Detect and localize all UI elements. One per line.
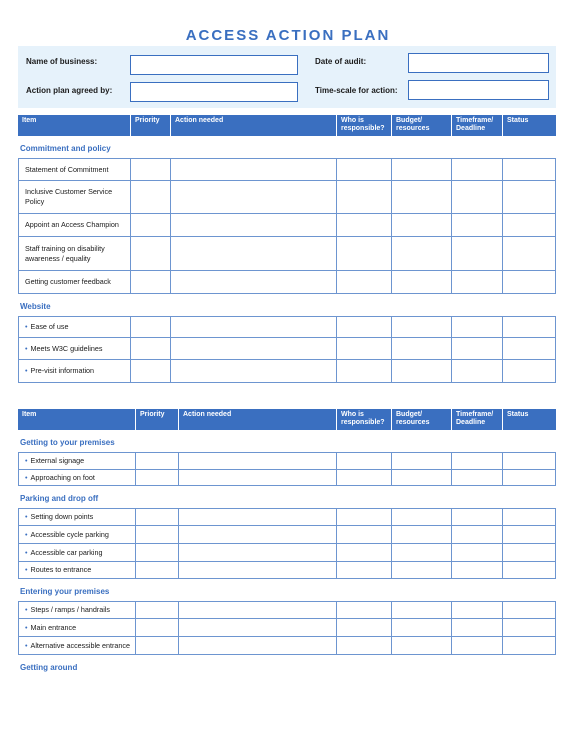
item-text: Main entrance xyxy=(30,622,77,632)
item-cell xyxy=(18,637,135,654)
col-status xyxy=(502,409,556,430)
col-budget-cell[interactable] xyxy=(391,619,451,636)
col-timeframe-cell[interactable] xyxy=(451,181,502,213)
col-timeframe-line-2: Deadline xyxy=(456,125,486,132)
col-timeframe-cell[interactable] xyxy=(451,317,502,337)
action-plan-table-2 xyxy=(18,409,556,677)
item-label xyxy=(25,165,126,175)
section-heading xyxy=(18,579,556,601)
col-action-needed-cell[interactable] xyxy=(178,509,336,525)
col-status-cell[interactable] xyxy=(502,271,556,293)
col-budget-cell[interactable] xyxy=(391,602,451,618)
section-title: Commitment and policy xyxy=(20,144,111,153)
col-action-needed-cell[interactable] xyxy=(170,237,336,270)
col-action-needed-cell[interactable] xyxy=(170,317,336,337)
bullet-icon: • xyxy=(25,366,28,375)
item-label xyxy=(25,473,131,483)
col-action-needed xyxy=(178,409,336,430)
col-budget xyxy=(391,409,451,430)
section-heading xyxy=(18,294,556,316)
col-timeframe-cell[interactable] xyxy=(451,214,502,236)
action-plan-table-1 xyxy=(18,115,556,383)
item-cell xyxy=(18,453,135,469)
col-timeframe-line-1: Timeframe/ xyxy=(456,117,494,124)
col-action-needed-cell[interactable] xyxy=(178,562,336,578)
bullet-icon: • xyxy=(25,565,28,574)
col-status-cell[interactable] xyxy=(502,526,556,543)
col-who-responsible-cell[interactable] xyxy=(336,271,391,293)
col-who-responsible-cell[interactable] xyxy=(336,509,391,525)
col-priority-cell[interactable] xyxy=(135,619,178,636)
col-who-responsible-cell[interactable] xyxy=(336,470,391,485)
item-text: Accessible cycle parking xyxy=(30,529,109,539)
item-label xyxy=(25,220,126,230)
item-text: Steps / ramps / handrails xyxy=(30,605,111,614)
col-item-line-1: Item xyxy=(22,411,37,418)
table-row xyxy=(18,544,556,562)
table-row xyxy=(18,181,556,214)
section-title: Website xyxy=(20,302,51,311)
item-text: Appoint an Access Champion xyxy=(25,220,119,229)
page-title: ACCESS ACTION PLAN xyxy=(185,27,391,44)
item-label xyxy=(25,344,126,354)
col-action-needed-cell[interactable] xyxy=(178,619,336,636)
item-cell xyxy=(18,237,130,270)
col-priority xyxy=(130,115,170,136)
col-status-line-1: Status xyxy=(507,411,529,418)
item-label xyxy=(25,244,126,264)
col-action-needed-line-1: Action needed xyxy=(175,117,224,124)
col-who-responsible-line-1: Who is xyxy=(341,411,364,418)
table-row xyxy=(18,237,556,271)
col-status-cell[interactable] xyxy=(502,237,556,270)
col-status-cell[interactable] xyxy=(502,317,556,337)
col-action-needed-cell[interactable] xyxy=(170,214,336,236)
col-priority-cell[interactable] xyxy=(135,602,178,618)
bullet-icon: • xyxy=(25,622,28,632)
col-status-cell[interactable] xyxy=(502,338,556,359)
table-row xyxy=(18,526,556,544)
col-timeframe xyxy=(451,115,502,136)
item-text: External signage xyxy=(30,456,85,465)
col-priority-cell[interactable] xyxy=(130,360,170,382)
section-heading xyxy=(18,486,556,508)
item-text: Accessible car parking xyxy=(30,547,103,557)
col-priority-cell[interactable] xyxy=(130,271,170,293)
bullet-icon: • xyxy=(25,472,28,482)
col-who-responsible-cell[interactable] xyxy=(336,237,391,270)
section-title: Getting to your premises xyxy=(20,438,115,447)
item-label xyxy=(25,512,131,522)
col-status xyxy=(502,115,556,136)
col-timeframe-cell[interactable] xyxy=(451,509,502,525)
col-budget-cell[interactable] xyxy=(391,338,451,359)
col-priority-line-1: Priority xyxy=(140,411,165,418)
col-priority-line-1: Priority xyxy=(135,117,160,124)
col-action-needed-cell[interactable] xyxy=(170,360,336,382)
business-details-panel xyxy=(18,46,556,108)
col-budget xyxy=(391,115,451,136)
item-cell xyxy=(18,317,130,337)
agreed-by-field[interactable] xyxy=(130,82,298,102)
col-status-cell[interactable] xyxy=(502,619,556,636)
table-row xyxy=(18,316,556,338)
col-priority-cell[interactable] xyxy=(135,544,178,561)
table-row xyxy=(18,271,556,294)
bullet-icon: • xyxy=(25,640,28,650)
table-row xyxy=(18,214,556,237)
item-label xyxy=(25,277,126,287)
timescale-field[interactable] xyxy=(408,80,549,100)
col-priority-cell[interactable] xyxy=(135,470,178,485)
table-row xyxy=(18,452,556,470)
bullet-icon: • xyxy=(25,547,28,557)
col-budget-cell[interactable] xyxy=(391,562,451,578)
col-budget-cell[interactable] xyxy=(391,214,451,236)
section-title: Getting around xyxy=(20,663,78,672)
col-timeframe-cell[interactable] xyxy=(451,619,502,636)
col-priority-cell[interactable] xyxy=(130,159,170,180)
table-row xyxy=(18,470,556,486)
col-action-needed-cell[interactable] xyxy=(170,159,336,180)
col-who-responsible-line-2: responsible? xyxy=(341,125,385,132)
col-priority-cell[interactable] xyxy=(135,453,178,469)
item-cell xyxy=(18,159,130,180)
col-budget-cell[interactable] xyxy=(391,317,451,337)
table-row xyxy=(18,601,556,619)
col-who-responsible-cell[interactable] xyxy=(336,360,391,382)
col-who-responsible-cell[interactable] xyxy=(336,619,391,636)
name-of-business-field[interactable] xyxy=(130,55,298,75)
col-priority-cell[interactable] xyxy=(130,214,170,236)
item-cell xyxy=(18,619,135,636)
col-action-needed xyxy=(170,115,336,136)
bullet-icon: • xyxy=(25,322,28,331)
item-cell xyxy=(18,526,135,543)
table-row xyxy=(18,562,556,579)
col-who-responsible-cell[interactable] xyxy=(336,159,391,180)
table-row xyxy=(18,338,556,360)
col-who-responsible-cell[interactable] xyxy=(336,453,391,469)
item-text: Getting customer feedback xyxy=(25,277,111,286)
bullet-icon: • xyxy=(25,512,28,521)
col-who-responsible-line-1: Who is xyxy=(341,117,364,124)
col-timeframe xyxy=(451,409,502,430)
item-cell xyxy=(18,562,135,578)
bullet-icon: • xyxy=(25,343,28,353)
item-cell xyxy=(18,470,135,485)
col-timeframe-cell[interactable] xyxy=(451,562,502,578)
col-who-responsible-line-2: responsible? xyxy=(341,419,385,426)
col-timeframe-cell[interactable] xyxy=(451,271,502,293)
item-label xyxy=(25,322,126,332)
col-priority-cell[interactable] xyxy=(130,317,170,337)
item-label xyxy=(25,623,131,633)
item-cell xyxy=(18,360,130,382)
col-priority-cell[interactable] xyxy=(135,526,178,543)
col-budget-line-2: resources xyxy=(396,125,430,132)
item-text: Pre-visit information xyxy=(30,366,95,375)
item-text: Ease of use xyxy=(30,322,69,331)
name-of-business-label: Name of business: xyxy=(26,57,98,66)
col-budget-cell[interactable] xyxy=(391,181,451,213)
col-action-needed-line-1: Action needed xyxy=(183,411,232,418)
col-who-responsible-cell[interactable] xyxy=(336,317,391,337)
col-priority-cell[interactable] xyxy=(130,237,170,270)
col-status-cell[interactable] xyxy=(502,159,556,180)
item-cell xyxy=(18,509,135,525)
col-who-responsible-cell[interactable] xyxy=(336,338,391,359)
col-who-responsible-cell[interactable] xyxy=(336,602,391,618)
item-label xyxy=(25,641,131,651)
item-cell xyxy=(18,338,130,359)
col-item-line-1: Item xyxy=(22,117,37,124)
col-action-needed-cell[interactable] xyxy=(178,544,336,561)
col-who-responsible xyxy=(336,409,391,430)
col-budget-line-1: Budget/ xyxy=(396,411,423,418)
section-heading xyxy=(18,430,556,452)
table-row xyxy=(18,360,556,383)
col-timeframe-cell[interactable] xyxy=(451,602,502,618)
col-timeframe-cell[interactable] xyxy=(451,360,502,382)
col-status-cell[interactable] xyxy=(502,509,556,525)
col-item xyxy=(18,115,130,136)
col-status-cell[interactable] xyxy=(502,544,556,561)
section-heading xyxy=(18,136,556,158)
item-text: Meets W3C guidelines xyxy=(30,343,103,353)
col-status-line-1: Status xyxy=(507,117,529,124)
item-text: Inclusive Customer Service Policy xyxy=(25,187,113,206)
item-label xyxy=(25,548,131,558)
col-timeframe-cell[interactable] xyxy=(451,338,502,359)
item-label xyxy=(25,366,126,376)
col-budget-cell[interactable] xyxy=(391,637,451,654)
col-action-needed-cell[interactable] xyxy=(178,602,336,618)
col-action-needed-cell[interactable] xyxy=(178,470,336,485)
col-action-needed-cell[interactable] xyxy=(178,637,336,654)
col-priority-cell[interactable] xyxy=(130,181,170,213)
col-timeframe-cell[interactable] xyxy=(451,526,502,543)
col-budget-cell[interactable] xyxy=(391,453,451,469)
col-action-needed-cell[interactable] xyxy=(170,181,336,213)
table-row xyxy=(18,508,556,526)
col-status-cell[interactable] xyxy=(502,360,556,382)
col-timeframe-cell[interactable] xyxy=(451,453,502,469)
date-of-audit-label: Date of audit: xyxy=(315,57,367,66)
item-cell xyxy=(18,181,130,213)
bullet-icon: • xyxy=(25,529,28,539)
item-label xyxy=(25,530,131,540)
col-timeframe-cell[interactable] xyxy=(451,544,502,561)
col-status-cell[interactable] xyxy=(502,181,556,213)
col-priority-cell[interactable] xyxy=(135,509,178,525)
timescale-label: Time-scale for action: xyxy=(315,86,398,95)
col-status-cell[interactable] xyxy=(502,214,556,236)
col-priority xyxy=(135,409,178,430)
col-timeframe-line-2: Deadline xyxy=(456,419,486,426)
col-budget-cell[interactable] xyxy=(391,526,451,543)
col-action-needed-cell[interactable] xyxy=(170,338,336,359)
col-budget-cell[interactable] xyxy=(391,544,451,561)
item-text: Staff training on disability awareness / equality xyxy=(25,243,105,263)
col-timeframe-line-1: Timeframe/ xyxy=(456,411,494,418)
col-priority-cell[interactable] xyxy=(135,637,178,654)
col-who-responsible-cell[interactable] xyxy=(336,181,391,213)
item-label xyxy=(25,456,131,466)
col-priority-cell[interactable] xyxy=(130,338,170,359)
item-text: Routes to entrance xyxy=(30,565,92,574)
item-label xyxy=(25,605,131,615)
item-label xyxy=(25,187,126,207)
col-status-cell[interactable] xyxy=(502,453,556,469)
table-header xyxy=(18,115,556,136)
table-row xyxy=(18,637,556,655)
item-label xyxy=(25,565,131,575)
col-action-needed-cell[interactable] xyxy=(170,271,336,293)
col-budget-cell[interactable] xyxy=(391,271,451,293)
col-who-responsible-cell[interactable] xyxy=(336,544,391,561)
col-who-responsible xyxy=(336,115,391,136)
item-text: Statement of Commitment xyxy=(25,164,109,174)
col-who-responsible-cell[interactable] xyxy=(336,562,391,578)
col-budget-cell[interactable] xyxy=(391,237,451,270)
table-row xyxy=(18,158,556,181)
item-cell xyxy=(18,602,135,618)
col-timeframe-cell[interactable] xyxy=(451,470,502,485)
col-budget-cell[interactable] xyxy=(391,360,451,382)
col-timeframe-cell[interactable] xyxy=(451,159,502,180)
item-cell xyxy=(18,214,130,236)
col-budget-line-1: Budget/ xyxy=(396,117,423,124)
col-timeframe-cell[interactable] xyxy=(451,237,502,270)
item-text: Alternative accessible entrance xyxy=(30,640,131,650)
item-cell xyxy=(18,544,135,561)
agreed-by-label: Action plan agreed by: xyxy=(26,86,113,95)
col-action-needed-cell[interactable] xyxy=(178,526,336,543)
col-timeframe-cell[interactable] xyxy=(451,637,502,654)
bullet-icon: • xyxy=(25,456,28,465)
col-budget-line-2: resources xyxy=(396,419,430,426)
section-title: Entering your premises xyxy=(20,587,110,596)
col-budget-cell[interactable] xyxy=(391,159,451,180)
section-heading xyxy=(18,655,556,677)
table-row xyxy=(18,619,556,637)
col-status-cell[interactable] xyxy=(502,637,556,654)
item-text: Setting down points xyxy=(30,512,94,521)
col-status-cell[interactable] xyxy=(502,602,556,618)
col-who-responsible-cell[interactable] xyxy=(336,526,391,543)
col-budget-cell[interactable] xyxy=(391,470,451,485)
col-who-responsible-cell[interactable] xyxy=(336,637,391,654)
date-of-audit-field[interactable] xyxy=(408,53,549,73)
col-status-cell[interactable] xyxy=(502,470,556,485)
col-item xyxy=(18,409,135,430)
item-cell xyxy=(18,271,130,293)
col-priority-cell[interactable] xyxy=(135,562,178,578)
col-status-cell[interactable] xyxy=(502,562,556,578)
bullet-icon: • xyxy=(25,605,28,614)
section-title: Parking and drop off xyxy=(20,494,99,503)
col-budget-cell[interactable] xyxy=(391,509,451,525)
col-action-needed-cell[interactable] xyxy=(178,453,336,469)
item-text: Approaching on foot xyxy=(30,472,95,482)
table-header xyxy=(18,409,556,430)
col-who-responsible-cell[interactable] xyxy=(336,214,391,236)
